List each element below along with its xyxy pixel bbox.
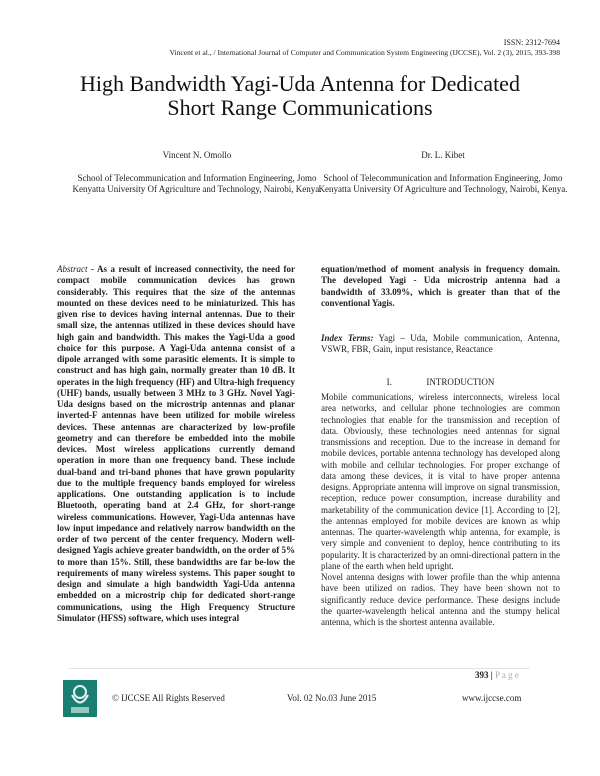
page-label: P a g e [494,670,519,680]
index-terms [321,333,560,356]
title-line-2: Short Range Communications [167,95,433,120]
author-1 [72,150,322,195]
abstract-left [57,264,295,624]
website-link[interactable]: www.ijccse.com [462,693,522,703]
footer-divider [68,668,530,669]
abstract-text: - As a result of increased connectivity, the need for compact mobile communication devices has grown considerably. This requires that the size of the antennas mounted on these devices need to be miniaturized. This has given rise to devices having internal antennas. Due to their small size, the antennas utilized in these devices should have high gain and bandwidth. This makes the Yagi-Uda a good choice for this purpose. A Yagi-Uda antenna consist of a dipole arranged with some parasitic elements. It is simple to construct and has high gain, normally greater than 10 dB. It operates in the high frequency (HF) and Ultra-high frequency (UHF) bands, usually between 3 MHz to 3 GHz. Novel Yagi-Uda designs based on the microstrip antennas and planar inverted-F antennas have been utilized for mobile wireless devices. These antennas are characterized by low-profile geometry and can therefore be embedded into the mobile devices. Most wireless applications currently demand operation in more than one frequency band. These include dual-band and tri-band phones that have grown popularity due to the multiple frequency bands employed for wireless applications. One outstanding application is to include Bluetooth, operating band at 2.4 GHz, for short-range wireless communications. However, Yagi-Uda antennas have low input impedance and relatively narrow bandwidth on the order of two percent of the center frequency. Modern well-designed Yagis achieve greater bandwidth, on the order of 5% to more than 15%. Still, these bandwidths are far be-low the requirements of many wireless systems. This paper sought to design and simulate a high bandwidth Yagi-Uda antenna embedded on a microstrip chip for dedicated short-range communications, using the High Frequency Structure Simulator (HFSS) software, which uses integral [57,264,295,623]
author-affiliation: School of Telecommunication and Information Engineering, Jomo Kenyatta University Of Agriculture and Technology, Nairobi, Kenya. [72,173,322,194]
volume-info: Vol. 02 No.03 June 2015 [287,693,377,703]
intro-paragraph-2: Novel antenna designs with lower profile than the whip antenna have been utilized on radios. They have been shown not to significantly reduce device performance. These designs include the quarter-wavelength helical antenna and the stumpy helical antenna, which is the shortest antenna available. [321,572,560,627]
issn: ISSN: 2312-7694 [503,38,560,47]
title-line-1: High Bandwidth Yagi-Uda Antenna for Dedicated [80,71,520,96]
section-heading [321,377,560,387]
index-terms-label: Index Terms: [321,333,374,343]
ijccse-logo [63,680,97,717]
section-number: I. [386,377,392,387]
introduction-body [321,392,560,628]
journal-citation: Vincent et al., / International Journal of Computer and Communication System Engineering (IJCCSE), Vol. 2 (3), 2015, 393-398 [169,48,560,57]
abstract-right: equation/method of moment analysis in frequency domain. The developed Yagi - Uda microstrip antenna had a bandwidth of 33.09%, which is greater than that of the conventional Yagis. [321,264,560,308]
author-name: Vincent N. Omollo [162,150,232,160]
section-title: INTRODUCTION [426,377,495,387]
author-name: Dr. L. Kibet [421,150,465,160]
page-number-block: 393 | P a g e [475,670,519,680]
author-affiliation: School of Telecommunication and Information Engineering, Jomo Kenyatta University Of Agriculture and Technology, Nairobi, Kenya. [318,173,568,194]
paper-title [0,72,600,120]
intro-paragraph-1: Mobile communications, wireless interconnects, wireless local area networks, and cellular phone technologies are common technologies that enable for the transmission and reception of data. Obviously, these technologies need antennas for signal transmissions and reception. Due to the increase in demand for mobile devices, portable antenna technology has developed along with mobile and cellular technologies. For proper exchange of data among these devices, it is vital to have proper antenna designs. Appropriate antenna will improve on signal transmission, reception, reduce power consumption, increase durability and marketability of the communication device [1]. According to [2], the antennas employed for mobile devices are known as whip antennas. The quarter-wavelength whip antenna, for example, is very simple and convenient to deploy, hence contributing to its popularity. It is characterized by an omni-directional pattern in the plane of the earth when held upright. [321,392,560,571]
author-2 [318,150,568,195]
page-number: 393 [475,670,489,680]
abstract-label: Abstract [57,264,88,274]
copyright: © IJCCSE All Rights Reserved [112,693,225,703]
index-terms-text: Yagi – Uda, Mobile communication, Antenna, VSWR, FBR, Gain, input resistance, Reactance [321,333,561,355]
